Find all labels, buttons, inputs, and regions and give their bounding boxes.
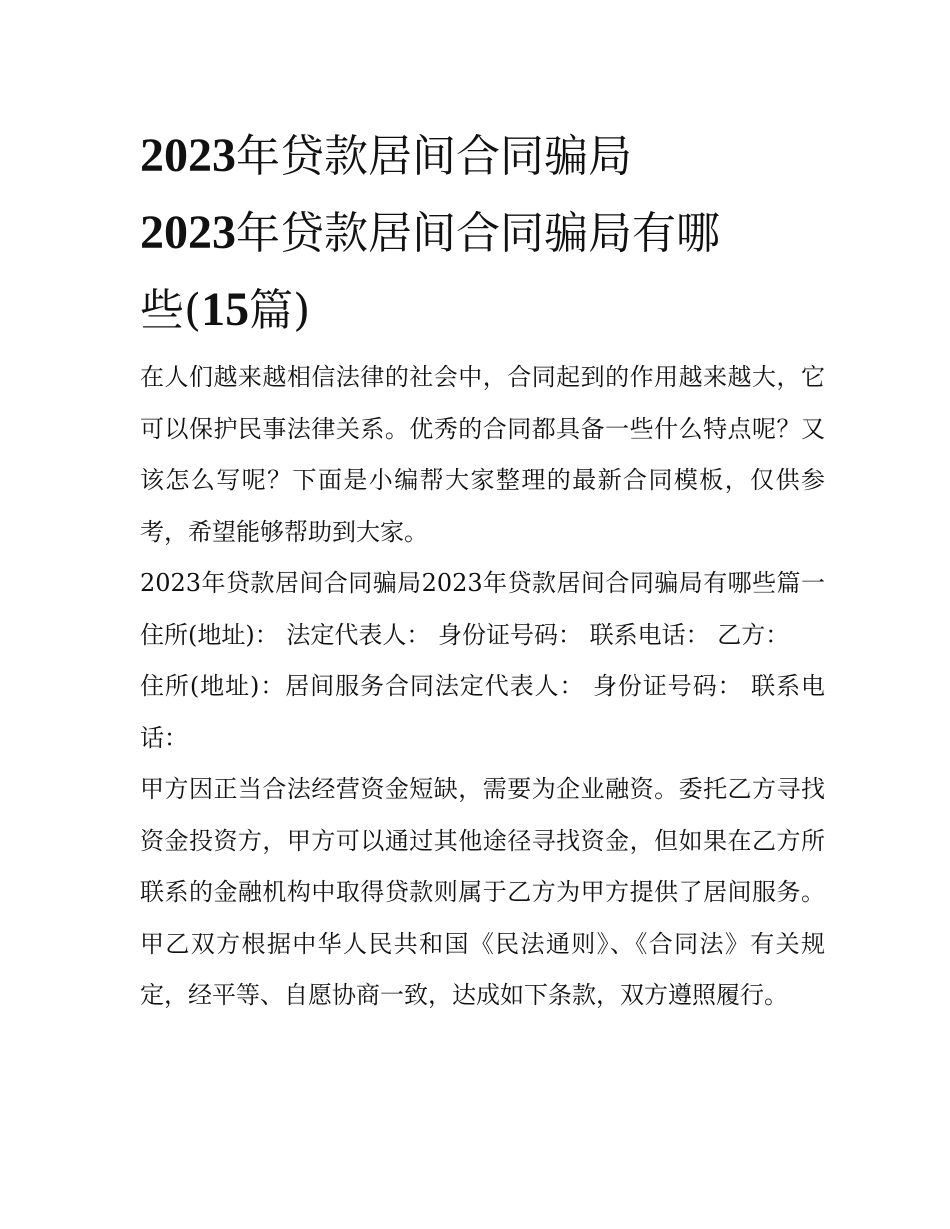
document-body [140, 352, 825, 1022]
party-b-info-paragraph: 住所(地址)：居间服务合同法定代表人： 身份证号码： 联系电话： [140, 672, 825, 752]
title-number: 2023 [140, 206, 236, 259]
title-number: 2023 [140, 129, 236, 182]
title-line-2: 2023年贷款居间合同骗局有哪 [140, 206, 720, 259]
contract-purpose-paragraph: 甲方因正当合法经营资金短缺，需要为企业融资。委托乙方寻找资金投资方，甲方可以通过其他途径寻找资金，但如果在乙方所联系的金融机构中取得贷款则属于乙方为甲方提供了居间服务。甲乙双方根据中华人民共和国《民法通则》、《合同法》有关规定，经平等、自愿协商一致，达成如下条款，双方遵照履行。 [140, 775, 825, 1009]
title-number: 15 [201, 283, 250, 336]
party-a-info-paragraph: 2023年贷款居间合同骗局2023年贷款居间合同骗局有哪些篇一 住所(地址)： 法定代表人： 身份证号码： 联系电话： 乙方： [140, 569, 825, 649]
document-title [140, 118, 820, 349]
title-line-3: 些(15篇) [140, 283, 311, 336]
title-line-1: 2023年贷款居间合同骗局 [140, 129, 632, 182]
intro-paragraph: 在人们越来越相信法律的社会中，合同起到的作用越来越大，它可以保护民事法律关系。优秀的合同都具备一些什么特点呢？又该怎么写呢？下面是小编帮大家整理的最新合同模板，仅供参考，希望能够帮助到大家。 [140, 363, 825, 546]
